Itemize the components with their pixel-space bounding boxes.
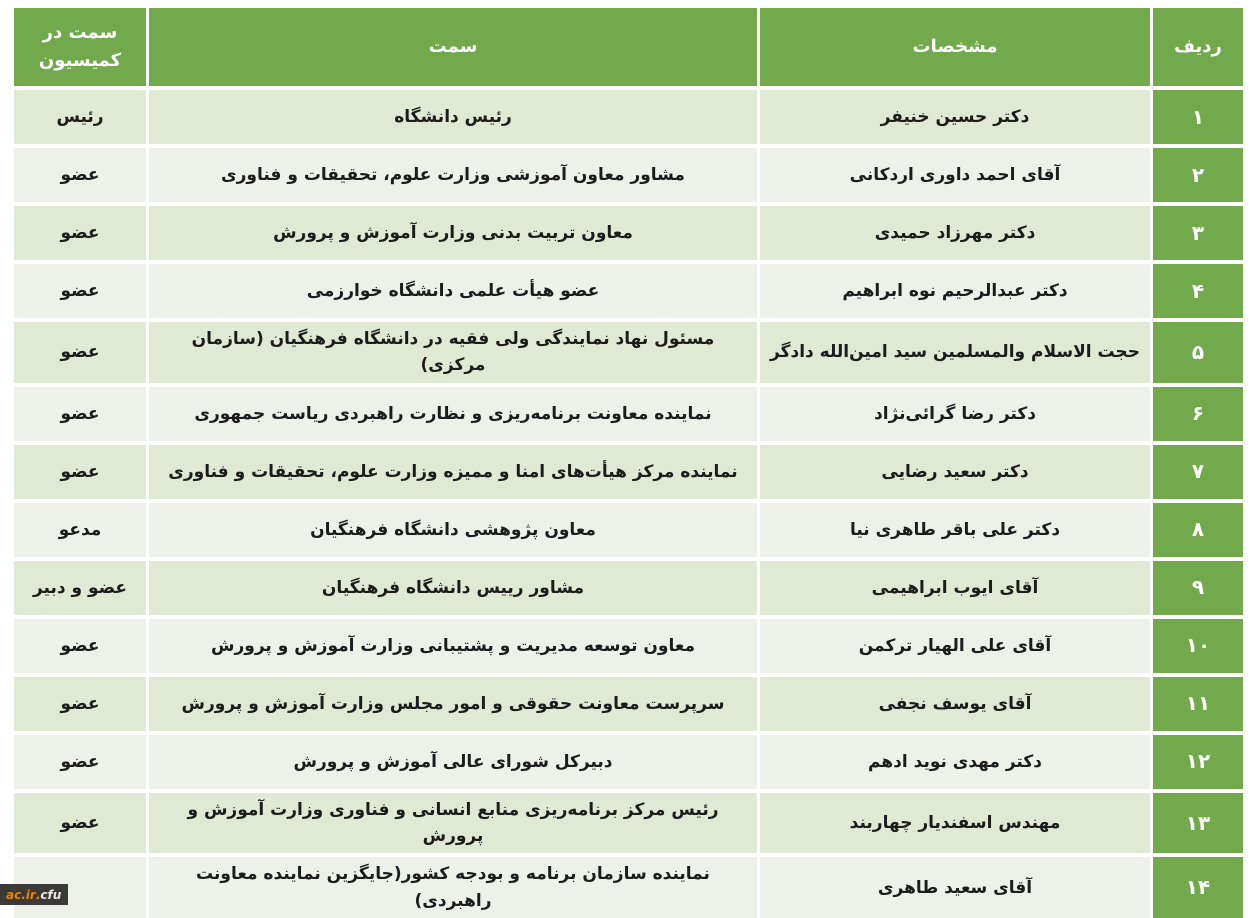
cell-radif: ۱۴	[1153, 857, 1243, 918]
cell-semat: نماینده مرکز هیأت‌های امنا و ممیزه وزارت علوم، تحقیقات و فناوری	[149, 445, 757, 499]
cell-semat: معاون پژوهشی دانشگاه فرهنگیان	[149, 503, 757, 557]
header-cell-commission: سمت در کمیسیون	[14, 8, 146, 86]
cell-radif: ۱۰	[1153, 619, 1243, 673]
watermark	[0, 884, 68, 905]
cell-radif: ۸	[1153, 503, 1243, 557]
watermark-domain: .ac.ir	[6, 887, 41, 902]
cell-commission: عضو و دبیر	[14, 561, 146, 615]
cell-semat: معاون توسعه مدیریت و پشتیبانی وزارت آموزش و پرورش	[149, 619, 757, 673]
members-table-wrap	[13, 8, 1243, 918]
members-table	[13, 8, 1243, 918]
header-cell-radif: ردیف	[1153, 8, 1243, 86]
header-cell-moshakhasat: مشخصات	[760, 8, 1150, 86]
cell-radif: ۱۳	[1153, 793, 1243, 854]
cell-radif: ۹	[1153, 561, 1243, 615]
cell-radif: ۵	[1153, 322, 1243, 383]
cell-semat: مسئول نهاد نمایندگی ولی فقیه در دانشگاه فرهنگیان (سازمان مرکزی)	[149, 322, 757, 383]
cell-radif: ۴	[1153, 264, 1243, 318]
cell-moshakhasat: دکتر علی باقر طاهری نیا	[760, 503, 1150, 557]
cell-moshakhasat: مهندس اسفندیار چهاربند	[760, 793, 1150, 854]
cell-radif: ۱۱	[1153, 677, 1243, 731]
cell-commission: عضو	[14, 264, 146, 318]
header-cell-semat: سمت	[149, 8, 757, 86]
cell-commission: عضو	[14, 619, 146, 673]
cell-commission: عضو	[14, 322, 146, 383]
cell-commission: عضو	[14, 148, 146, 202]
cell-radif: ۳	[1153, 206, 1243, 260]
cell-semat: نماینده معاونت برنامه‌ریزی و نظارت راهبردی ریاست جمهوری	[149, 387, 757, 441]
cell-commission: مدعو	[14, 503, 146, 557]
cell-semat: سرپرست معاونت حقوقی و امور مجلس وزارت آموزش و پرورش	[149, 677, 757, 731]
cell-moshakhasat: دکتر مهرزاد حمیدی	[760, 206, 1150, 260]
cell-semat: نماینده سازمان برنامه و بودجه کشور(جایگزین نماینده معاونت راهبردی)	[149, 857, 757, 918]
cell-moshakhasat: حجت الاسلام والمسلمین سید امین‌الله دادگر	[760, 322, 1150, 383]
cell-moshakhasat: دکتر مهدی نوید ادهم	[760, 735, 1150, 789]
cell-moshakhasat: دکتر حسین خنیفر	[760, 90, 1150, 144]
cell-semat: عضو هیأت علمی دانشگاه خوارزمی	[149, 264, 757, 318]
cell-commission: عضو	[14, 677, 146, 731]
cell-moshakhasat: آقای احمد داوری اردکانی	[760, 148, 1150, 202]
cell-radif: ۲	[1153, 148, 1243, 202]
cell-semat: رئیس مرکز برنامه‌ریزی منابع انسانی و فناوری وزارت آموزش و پرورش	[149, 793, 757, 854]
cell-commission: عضو	[14, 445, 146, 499]
cell-semat: دبیرکل شورای عالی آموزش و پرورش	[149, 735, 757, 789]
cell-radif: ۱۲	[1153, 735, 1243, 789]
cell-commission: عضو	[14, 206, 146, 260]
cell-radif: ۱	[1153, 90, 1243, 144]
cell-moshakhasat: آقای ایوب ابراهیمی	[760, 561, 1150, 615]
cell-commission: عضو	[14, 793, 146, 854]
cell-moshakhasat: آقای علی الهیار ترکمن	[760, 619, 1150, 673]
cell-moshakhasat: آقای یوسف نجفی	[760, 677, 1150, 731]
cell-semat: مشاور معاون آموزشی وزارت علوم، تحقیقات و فناوری	[149, 148, 757, 202]
cell-commission: رئیس	[14, 90, 146, 144]
cell-moshakhasat: دکتر سعید رضایی	[760, 445, 1150, 499]
cell-semat: رئیس دانشگاه	[149, 90, 757, 144]
cell-moshakhasat: دکتر عبدالرحیم نوه ابراهیم	[760, 264, 1150, 318]
cell-semat: معاون تربیت بدنی وزارت آموزش و پرورش	[149, 206, 757, 260]
cell-moshakhasat: دکتر رضا گرائی‌نژاد	[760, 387, 1150, 441]
cell-radif: ۷	[1153, 445, 1243, 499]
cell-semat: مشاور رییس دانشگاه فرهنگیان	[149, 561, 757, 615]
cell-radif: ۶	[1153, 387, 1243, 441]
cell-commission: عضو	[14, 735, 146, 789]
cell-moshakhasat: آقای سعید طاهری	[760, 857, 1150, 918]
watermark-site: cfu	[40, 887, 62, 902]
cell-commission: عضو	[14, 387, 146, 441]
